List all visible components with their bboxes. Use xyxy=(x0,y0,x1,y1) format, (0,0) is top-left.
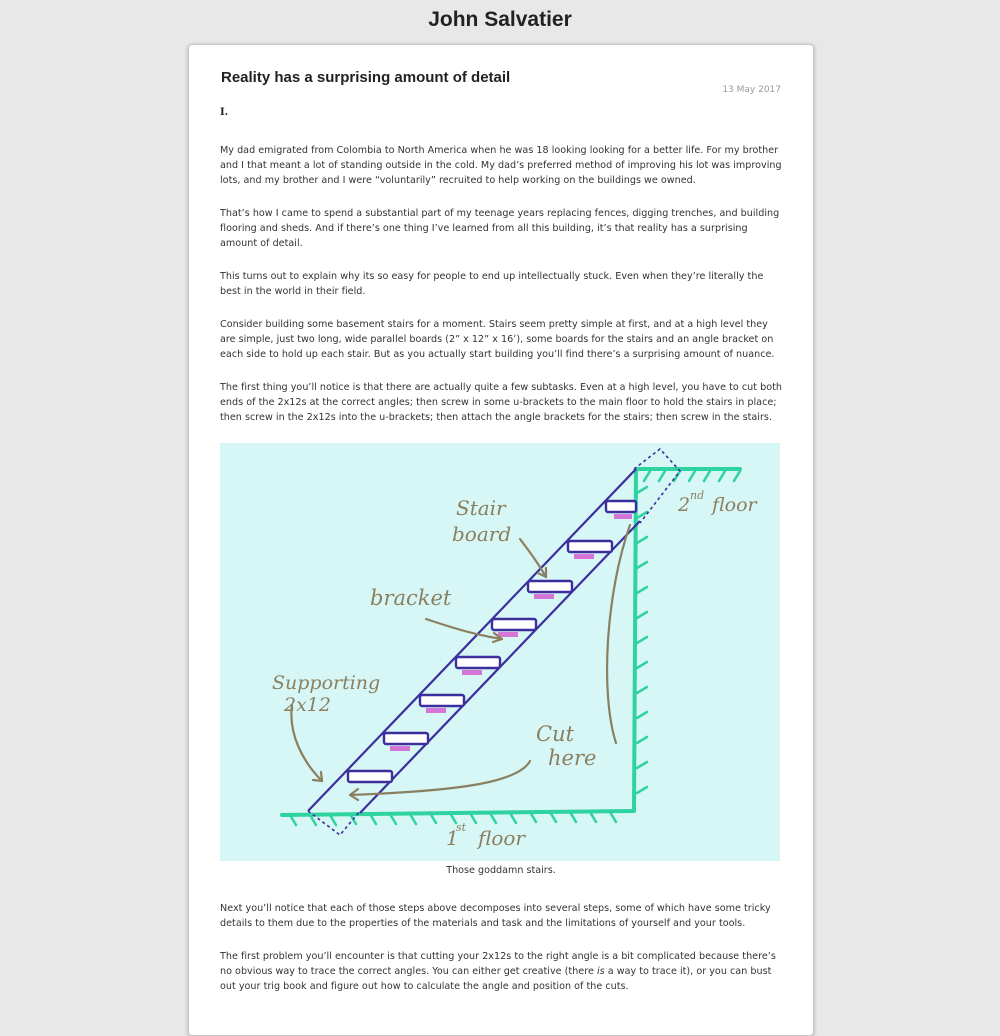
paragraph: That’s how I came to spend a substantial part of my teenage years replacing fences, digging trenches, and building flooring and sheds. And if there’s one thing I’ve learned from all this building, it’s that reality has a surprising amount of detail. xyxy=(220,208,780,249)
label-second-floor-word: floor xyxy=(712,494,757,516)
label-first-floor-word: floor xyxy=(478,826,525,850)
label-bracket: bracket xyxy=(370,586,452,610)
label-stair: Stair xyxy=(456,496,506,520)
label-cut: Cut xyxy=(536,722,575,746)
post-date: 13 May 2017 xyxy=(722,85,781,95)
site-title[interactable]: John Salvatier xyxy=(428,8,572,31)
figure-caption: Those goddamn stairs. xyxy=(446,865,556,876)
paragraph: The first thing you’ll notice is that there are actually quite a few subtasks. Even at a high level, you have to cut both ends of the 2x12s at the correct angles; then screw in some u-brackets to the main floor to hold the stairs in place; then screw in the 2x12s into the u-brackets; then attach the angle brackets for the stairs; then screw in the stairs. xyxy=(220,382,782,423)
stairs-diagram-image xyxy=(220,443,780,861)
label-second-floor-num: 2 xyxy=(678,494,691,516)
post-content xyxy=(220,107,782,1012)
label-first-floor-num: 1 xyxy=(446,826,459,850)
label-second-floor-sup: nd xyxy=(690,489,705,502)
paragraph-emphasis: is xyxy=(596,966,605,977)
section-heading: I. xyxy=(220,107,229,118)
stairs-figure xyxy=(220,443,782,877)
label-board: board xyxy=(452,522,512,546)
post-card xyxy=(188,44,814,1036)
paragraph: My dad emigrated from Colombia to North America when he was 18 looking looking for a better life. For my brother and I that meant a lot of standing outside in the cold. My dad’s preferred method of improving his lot was improving lots, and my brother and I were “voluntarily” recruited to help working on the buildings we owned. xyxy=(220,145,782,186)
label-supporting: Supporting xyxy=(272,672,381,694)
label-here: here xyxy=(548,746,597,770)
paragraph: Consider building some basement stairs for a moment. Stairs seem pretty simple at first, and at a high level they are simple, just two long, wide parallel boards (2” x 12” x 16’), some boards for the stairs and an angle bracket on each side to hold up each stair. But as you actually start building you’ll find there’s a surprising amount of nuance. xyxy=(220,319,775,360)
label-first-floor-sup: st xyxy=(456,821,467,834)
paragraph: Next you’ll notice that each of those steps above decomposes into several steps, some of which have some tricky details to them due to the properties of the materials and task and the limitations of yourself and your tools. xyxy=(220,903,771,929)
paragraph xyxy=(220,949,782,994)
paragraph: This turns out to explain why its so easy for people to end up intellectually stuck. Even when they’re literally the best in the world in their field. xyxy=(220,271,764,297)
paragraph-text: The first problem you’ll encounter is that cutting your 2x12s to the right angle is a bit complicated because there’s no obvious way to trace the correct angles. You can either get creative (there xyxy=(220,951,776,977)
post-title: Reality has a surprising amount of detail xyxy=(221,69,511,86)
paragraph-text: a way to trace it), or you can bust out your trig book and figure out how to calculate the angle and position of the cuts. xyxy=(220,966,772,992)
label-2x12: 2x12 xyxy=(284,694,331,716)
